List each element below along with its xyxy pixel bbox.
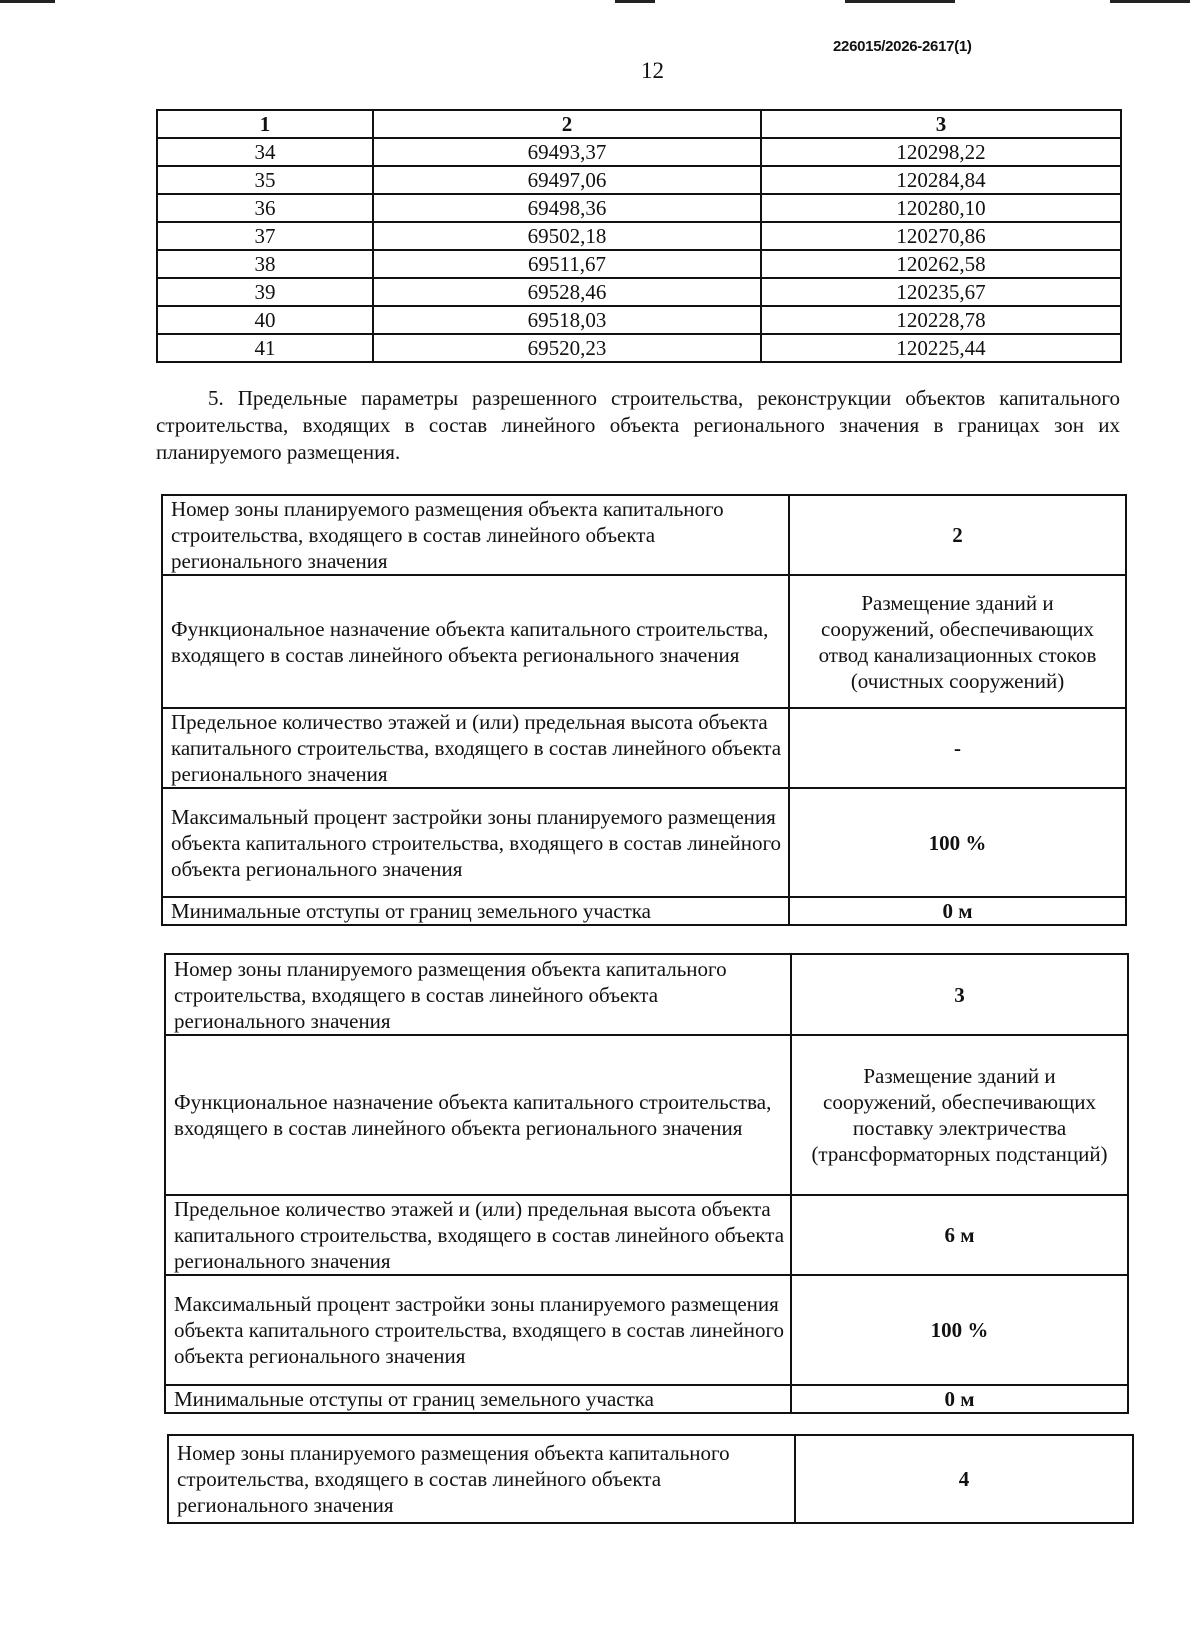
table-row	[157, 194, 1121, 222]
scan-mark	[0, 0, 55, 3]
parameter-row	[165, 1035, 1128, 1195]
scan-mark	[1110, 0, 1190, 3]
document-number: 226015/2026-2617(1)	[833, 38, 972, 55]
parameter-row	[165, 1275, 1128, 1385]
y-coordinate-cell: 120270,86	[761, 222, 1121, 250]
parameter-label: Предельное количество этажей и (или) предельная высота объекта капитального строительства, входящего в состав линейного объекта регионального значения	[165, 1195, 791, 1275]
table-row	[157, 250, 1121, 278]
x-coordinate-cell: 69518,03	[373, 306, 761, 334]
parameter-value: 100 %	[789, 788, 1126, 897]
scan-mark	[845, 0, 955, 3]
parameter-row	[162, 708, 1126, 788]
y-coordinate-cell: 120280,10	[761, 194, 1121, 222]
point-number-cell: 36	[157, 194, 373, 222]
scan-mark	[615, 0, 655, 3]
column-header: 2	[373, 110, 761, 138]
section-5-text: 5. Предельные параметры разрешенного строительства, реконструкции объектов капитального строительства, входящих в состав линейного объекта регионального значения в границах зон их планируемого размещения.	[156, 386, 1120, 464]
parameter-label: Номер зоны планируемого размещения объекта капитального строительства, входящего в состав линейного объекта регионального значения	[162, 495, 789, 575]
point-number-cell: 40	[157, 306, 373, 334]
parameter-row	[168, 1435, 1133, 1523]
parameter-value: -	[789, 708, 1126, 788]
parameter-label: Предельное количество этажей и (или) предельная высота объекта капитального строительства, входящего в состав линейного объекта регионального значения	[162, 708, 789, 788]
parameter-value: 0 м	[791, 1385, 1128, 1413]
point-number-cell: 38	[157, 250, 373, 278]
zone-parameters-table	[164, 953, 1129, 1414]
coordinates-table	[156, 109, 1122, 363]
table-row	[157, 166, 1121, 194]
parameter-label: Максимальный процент застройки зоны планируемого размещения объекта капитального строительства, входящего в состав линейного объекта регионального значения	[165, 1275, 791, 1385]
parameter-value: 100 %	[791, 1275, 1128, 1385]
y-coordinate-cell: 120298,22	[761, 138, 1121, 166]
point-number-cell: 35	[157, 166, 373, 194]
column-header: 1	[157, 110, 373, 138]
parameter-value: 3	[791, 954, 1128, 1035]
parameter-value: 0 м	[789, 897, 1126, 925]
parameter-value: 4	[795, 1435, 1133, 1523]
parameter-label: Минимальные отступы от границ земельного участка	[165, 1385, 791, 1413]
point-number-cell: 34	[157, 138, 373, 166]
y-coordinate-cell: 120235,67	[761, 278, 1121, 306]
parameter-label: Максимальный процент застройки зоны планируемого размещения объекта капитального строительства, входящего в состав линейного объекта регионального значения	[162, 788, 789, 897]
parameter-row	[162, 897, 1126, 925]
x-coordinate-cell: 69498,36	[373, 194, 761, 222]
x-coordinate-cell: 69528,46	[373, 278, 761, 306]
x-coordinate-cell: 69497,06	[373, 166, 761, 194]
table-row	[157, 138, 1121, 166]
parameter-value: Размещение зданий и сооружений, обеспечивающих отвод канализационных стоков (очистных сооружений)	[789, 575, 1126, 708]
y-coordinate-cell: 120284,84	[761, 166, 1121, 194]
parameter-row	[162, 575, 1126, 708]
parameter-label: Функциональное назначение объекта капитального строительства, входящего в состав линейного объекта регионального значения	[165, 1035, 791, 1195]
point-number-cell: 41	[157, 334, 373, 362]
x-coordinate-cell: 69520,23	[373, 334, 761, 362]
parameter-value: 2	[789, 495, 1126, 575]
zone-parameters-table	[167, 1434, 1134, 1524]
table-row	[157, 278, 1121, 306]
parameter-row	[165, 1385, 1128, 1413]
parameter-value: Размещение зданий и сооружений, обеспечивающих поставку электричества (трансформаторных подстанций)	[791, 1035, 1128, 1195]
y-coordinate-cell: 120262,58	[761, 250, 1121, 278]
parameter-label: Номер зоны планируемого размещения объекта капитального строительства, входящего в состав линейного объекта регионального значения	[168, 1435, 795, 1523]
parameter-row	[165, 954, 1128, 1035]
parameter-value: 6 м	[791, 1195, 1128, 1275]
y-coordinate-cell: 120225,44	[761, 334, 1121, 362]
parameter-label: Номер зоны планируемого размещения объекта капитального строительства, входящего в состав линейного объекта регионального значения	[165, 954, 791, 1035]
parameter-label: Минимальные отступы от границ земельного участка	[162, 897, 789, 925]
point-number-cell: 39	[157, 278, 373, 306]
parameter-row	[162, 495, 1126, 575]
zone-parameters-table	[161, 494, 1127, 926]
x-coordinate-cell: 69493,37	[373, 138, 761, 166]
column-header: 3	[761, 110, 1121, 138]
y-coordinate-cell: 120228,78	[761, 306, 1121, 334]
table-row	[157, 222, 1121, 250]
parameter-row	[162, 788, 1126, 897]
page-number: 12	[641, 58, 664, 83]
table-row	[157, 334, 1121, 362]
table-row	[157, 306, 1121, 334]
x-coordinate-cell: 69511,67	[373, 250, 761, 278]
table-header-row	[157, 110, 1121, 138]
x-coordinate-cell: 69502,18	[373, 222, 761, 250]
parameter-row	[165, 1195, 1128, 1275]
parameter-label: Функциональное назначение объекта капитального строительства, входящего в состав линейного объекта регионального значения	[162, 575, 789, 708]
section-5-paragraph	[156, 385, 1120, 466]
point-number-cell: 37	[157, 222, 373, 250]
